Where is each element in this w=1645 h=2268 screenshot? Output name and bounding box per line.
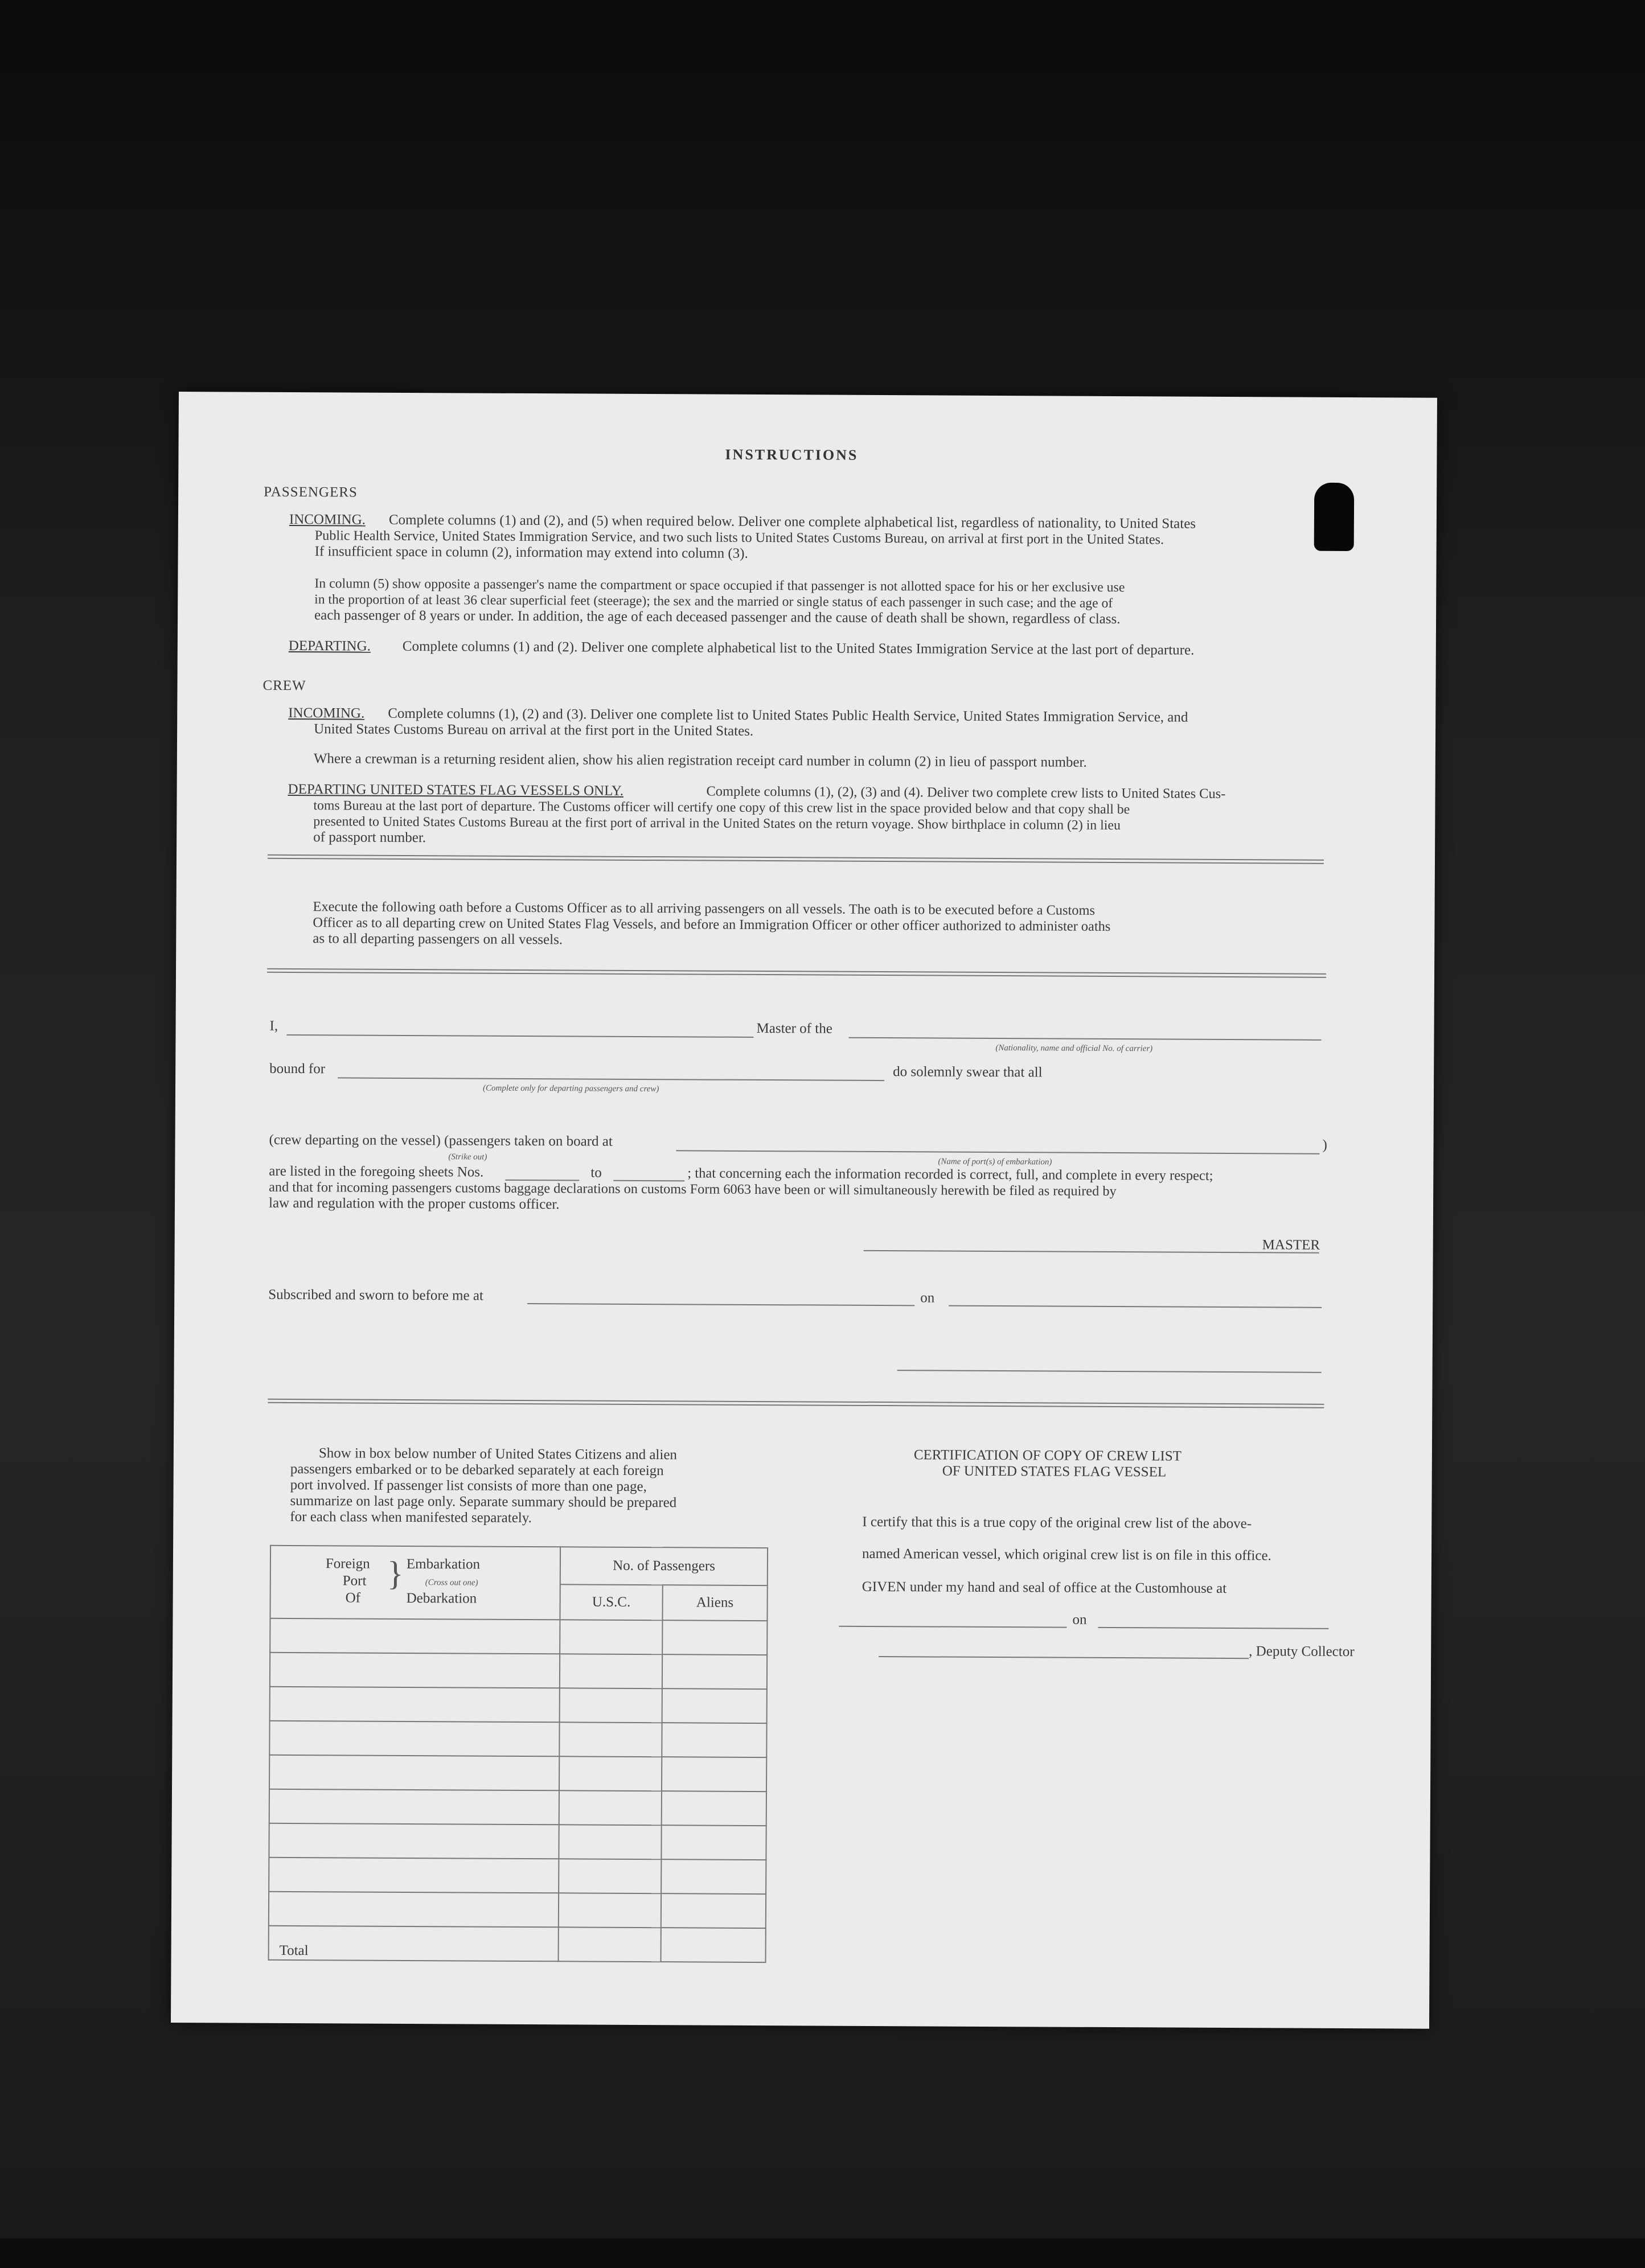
section-divider	[268, 854, 1324, 864]
foreign-label: Foreign	[325, 1556, 370, 1572]
column5-line-2: in the proportion of at least 36 clear superficial feet (steerage); the sex and the married or single status of each passenger in such case; and the age of	[314, 592, 1113, 611]
nationality-caption: (Nationality, name and official No. of carrier)	[995, 1043, 1153, 1054]
crew-departing-line-4: of passport number.	[313, 829, 426, 846]
passengers-departing-label: DEPARTING.	[288, 638, 371, 654]
oath-instructions-line-1: Execute the following oath before a Customs Officer as to all arriving passengers on all vessels. The oath is to be executed before a Customs	[313, 899, 1096, 918]
crew-heading: CREW	[262, 677, 306, 694]
table-row	[269, 1823, 766, 1860]
strike-out-caption: (Strike out)	[448, 1152, 487, 1162]
sworn-place-field[interactable]	[527, 1303, 914, 1306]
solemnly-swear-text: do solemnly swear that all	[893, 1064, 1043, 1080]
crew-departing-line-2: toms Bureau at the last port of departure. The Customs officer will certify one copy of this crew list in the space provided below and that copy shall be	[313, 798, 1130, 817]
oath-instructions-line-2: Officer as to all departing crew on United States Flag Vessels, and before an Immigration Officer or other officer authorized to administer oaths	[313, 915, 1111, 935]
customhouse-field[interactable]	[839, 1626, 1066, 1628]
table-row	[270, 1618, 767, 1655]
subscribed-text: Subscribed and sworn to before me at	[268, 1287, 483, 1304]
master-of-the-label: Master of the	[756, 1020, 832, 1037]
listed-in-text: are listed in the foregoing sheets Nos.	[269, 1163, 484, 1180]
certification-date-field[interactable]	[1098, 1627, 1328, 1629]
crew-departing-line-3: presented to United States Customs Bureau at the first port of arrival in the United States on the return voyage. Show birthplace in column (2) in lieu	[313, 814, 1121, 833]
passengers-incoming-line-1: Complete columns (1) and (2), and (5) when required below. Deliver one complete alphabetical list, regardless of nationality, to United States	[388, 512, 1196, 532]
crew-incoming-label: INCOMING.	[288, 705, 365, 721]
crew-incoming-line-1: Complete columns (1), (2) and (3). Deliver one complete list to United States Public Health Service, United States Immigration Service, and	[388, 705, 1188, 725]
officer-signature-field[interactable]	[897, 1370, 1322, 1373]
column5-line-3: each passenger of 8 years or under. In addition, the age of each deceased passenger and the cause of death shall be shown, regardless of class.	[314, 607, 1121, 627]
total-label: Total	[269, 1926, 559, 1961]
section-divider	[268, 1399, 1324, 1408]
bound-for-label: bound for	[269, 1061, 326, 1077]
master-label: MASTER	[1262, 1237, 1320, 1253]
cross-out-one-label: (Cross out one)	[425, 1578, 478, 1588]
passengers-incoming-line-2: Public Health Service, United States Immigration Service, and two such lists to United States Customs Bureau, on arrival at first port in the United States.	[314, 528, 1164, 548]
summary-instructions-line-4: summarize on last page only. Separate summary should be prepared	[290, 1493, 677, 1511]
crew-resident-alien-line: Where a crewman is a returning resident alien, show his alien registration receipt card number in column (2) in lieu of passport number.	[313, 751, 1087, 770]
no-of-passengers-header: No. of Passengers	[560, 1547, 768, 1585]
page-title: INSTRUCTIONS	[725, 446, 859, 463]
oath-i-label: I,	[269, 1018, 278, 1034]
certification-body-1: I certify that this is a true copy of the original crew list of the above-	[862, 1514, 1252, 1532]
oath-line-3: law and regulation with the proper customs officer.	[268, 1195, 560, 1213]
passenger-summary-table	[268, 1545, 769, 1963]
of-label: Of	[345, 1590, 361, 1606]
summary-instructions-line-1: Show in box below number of United States Citizens and alien	[318, 1445, 678, 1463]
deputy-signature-field[interactable]	[879, 1656, 1249, 1659]
table-row	[269, 1789, 766, 1826]
summary-instructions-line-5: for each class when manifested separately.	[290, 1509, 532, 1526]
debarkation-label: Debarkation	[406, 1590, 477, 1606]
table-row	[270, 1687, 767, 1723]
crew-incoming-line-2: United States Customs Bureau on arrival at the first port in the United States.	[314, 721, 754, 739]
departing-caption: (Complete only for departing passengers and crew)	[482, 1083, 659, 1094]
oath-line-2: and that for incoming passengers customs baggage declarations on customs Form 6063 have been or will simultaneously herewith be filed as required by	[269, 1179, 1117, 1199]
table-row	[269, 1755, 766, 1792]
certification-on-label: on	[1072, 1612, 1087, 1628]
certification-body-2: named American vessel, which original crew list is on file in this office.	[862, 1546, 1271, 1564]
table-row	[269, 1892, 766, 1928]
port-header	[270, 1546, 560, 1620]
usc-header: U.S.C.	[560, 1584, 663, 1620]
ink-blot-mark	[1314, 483, 1355, 551]
embarkation-caption: (Name of port(s) of embarkation)	[938, 1157, 1052, 1167]
sworn-on-label: on	[920, 1290, 935, 1306]
summary-instructions-line-3: port involved. If passenger list consists of more than one page,	[290, 1477, 647, 1495]
passengers-incoming-line-3: If insufficient space in column (2), information may extend into column (3).	[314, 544, 748, 561]
passengers-incoming-label: INCOMING.	[289, 511, 366, 528]
form-page	[171, 392, 1437, 2029]
certification-title-2: OF UNITED STATES FLAG VESSEL	[942, 1463, 1167, 1480]
master-signature-field[interactable]	[864, 1250, 1319, 1254]
table-row	[269, 1721, 766, 1757]
total-row	[269, 1926, 766, 1962]
master-name-field[interactable]	[286, 1034, 753, 1038]
passengers-departing-text: Complete columns (1) and (2). Deliver one complete alphabetical list to the United States Immigration Service at the last port of departure.	[402, 638, 1195, 658]
close-paren: )	[1322, 1137, 1327, 1153]
given-under-text: GIVEN under my hand and seal of office at the Customhouse at	[862, 1579, 1227, 1597]
deputy-collector-label: , Deputy Collector	[1249, 1644, 1355, 1660]
crew-departing-label: DEPARTING UNITED STATES FLAG VESSELS ONLY.	[288, 781, 624, 799]
sworn-date-field[interactable]	[949, 1305, 1322, 1308]
section-divider	[267, 968, 1326, 978]
column5-line-1: In column (5) show opposite a passenger's name the compartment or space occupied if that passenger is not allotted space for his or her exclusive use	[314, 576, 1125, 595]
table-row	[270, 1653, 767, 1689]
crew-departing-line-1: Complete columns (1), (2), (3) and (4). Deliver two complete crew lists to United States Cus-	[706, 783, 1226, 802]
that-concerning-text: ; that concerning each the information recorded is correct, full, and complete in every respect;	[687, 1165, 1213, 1184]
film-edge	[0, 2238, 1645, 2268]
aliens-header: Aliens	[662, 1585, 768, 1621]
port-label: Port	[342, 1573, 367, 1589]
certification-title-1: CERTIFICATION OF COPY OF CREW LIST	[913, 1447, 1182, 1464]
brace-icon: }	[387, 1554, 404, 1592]
crew-departing-text: (crew departing on the vessel) (passengers taken on board at	[269, 1132, 613, 1149]
oath-instructions-line-3: as to all departing passengers on all vessels.	[313, 931, 563, 948]
table-row	[269, 1858, 766, 1894]
to-label: to	[590, 1165, 602, 1181]
summary-instructions-line-2: passengers embarked or to be debarked separately at each foreign	[290, 1461, 664, 1479]
passengers-heading: PASSENGERS	[264, 484, 358, 500]
embarkation-label: Embarkation	[406, 1556, 481, 1572]
